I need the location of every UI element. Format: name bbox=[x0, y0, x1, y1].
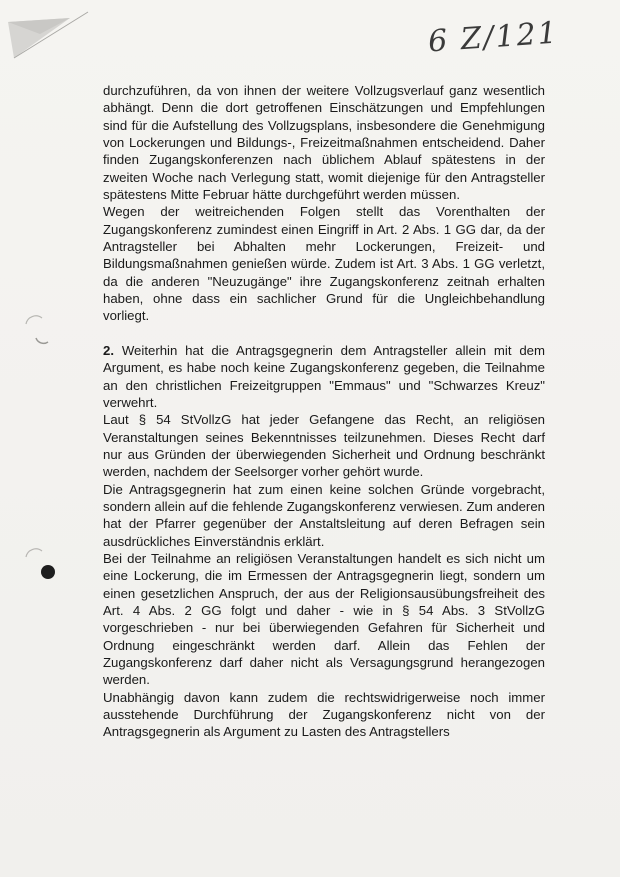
paragraph-4: Laut § 54 StVollzG hat jeder Gefangene das Recht, an religiösen Veranstaltungen seines Bekenntnisses teilzunehmen. Dieses Recht darf nur aus Gründen der überwiegenden Sicherheit und Ordnung beschränkt werden, nachdem der Seelsorger vorher gehört wurde. bbox=[103, 412, 545, 480]
staple-corner-mark bbox=[0, 0, 90, 70]
paragraph-1: durchzuführen, da von ihnen der weitere Vollzugsverlauf ganz wesentlich abhängt. Denn die dort getroffenen Einschätzungen und Empfehlungen sind für die Aufstellung des Vollzugsplans, insbesondere die Genehmigung von Lockerungen und Bildungs-, Freizeitmaßnahmen entscheidend. Daher finden Zugangskonferenzen nach üblichem Ablauf spätestens in der zweiten Woche nach Verlegung statt, womit diejenige für den Antragsteller spätestens Mitte Februar hätte durchgeführt werden müssen. bbox=[103, 83, 545, 203]
paragraph-3 bbox=[103, 342, 545, 411]
paragraph-6: Bei der Teilnahme an religiösen Veranstaltungen handelt es sich nicht um eine Lockerung, die im Ermessen der Antragsgegnerin liegt, sondern um einen gesetzlichen Anspruch, der aus der Religionsausübungsfreiheit des Art. 4 Abs. 2 GG folgt und daher - wie in § 54 Abs. 3 StVollzG vorgeschrieben - nur bei überwiegenden Gefahren für Sicherheit und Ordnung eingeschränkt werden darf. Allein das Fehlen der Zugangskonferenz darf daher nicht als Versagungsgrund herangezogen werden. bbox=[103, 550, 545, 688]
paragraph-7: Unabhängig davon kann zudem die rechtswidrigerweise noch immer ausstehende Durchführung der Zugangskonferenz nicht von der Antragsgegnerin als Argument zu Lasten des Antragstellers bbox=[103, 689, 545, 740]
paragraph-2: Wegen der weitreichenden Folgen stellt das Vorenthalten der Zugangskonferenz zumindest einen Eingriff in Art. 2 Abs. 1 GG dar, da der Antragsteller bei Abhalten mehr Lockerungen, Freizeit- und Bildungsmaßnahmen genießen würde. Zudem ist Art. 3 Abs. 1 GG verletzt, da die anderen "Neuzugänge" ihre Zugangskonferenz zeitnah erhalten haben, ohne dass ein sachlicher Grund für die Ungleichbehandlung vorliegt. bbox=[103, 204, 545, 324]
paragraph-5: Die Antragsgegnerin hat zum einen keine solchen Gründe vorgebracht, sondern allein auf die fehlende Zugangskonferenz verwiesen. Zum anderen hat der Pfarrer gegenüber der Anstaltsleitung auf deren Befragen sein ausdrückliches Einverständnis erklärt. bbox=[103, 481, 545, 549]
paragraph-gap bbox=[103, 325, 545, 342]
handwritten-reference: 6 Z/121 bbox=[426, 15, 560, 60]
section-number: 2. bbox=[103, 342, 114, 358]
document-body bbox=[103, 82, 545, 741]
paragraph-3-text: Weiterhin hat die Antragsgegnerin dem Antragsteller allein mit dem Argument, es habe noch keine Zugangskonferenz gegeben, die Teilnahme an den christlichen Freizeitgruppen "Emmaus" und "Schwarzes Kreuz" verwehrt. bbox=[103, 342, 545, 410]
punch-hole-upper bbox=[20, 312, 60, 352]
punch-hole-lower bbox=[22, 545, 62, 585]
